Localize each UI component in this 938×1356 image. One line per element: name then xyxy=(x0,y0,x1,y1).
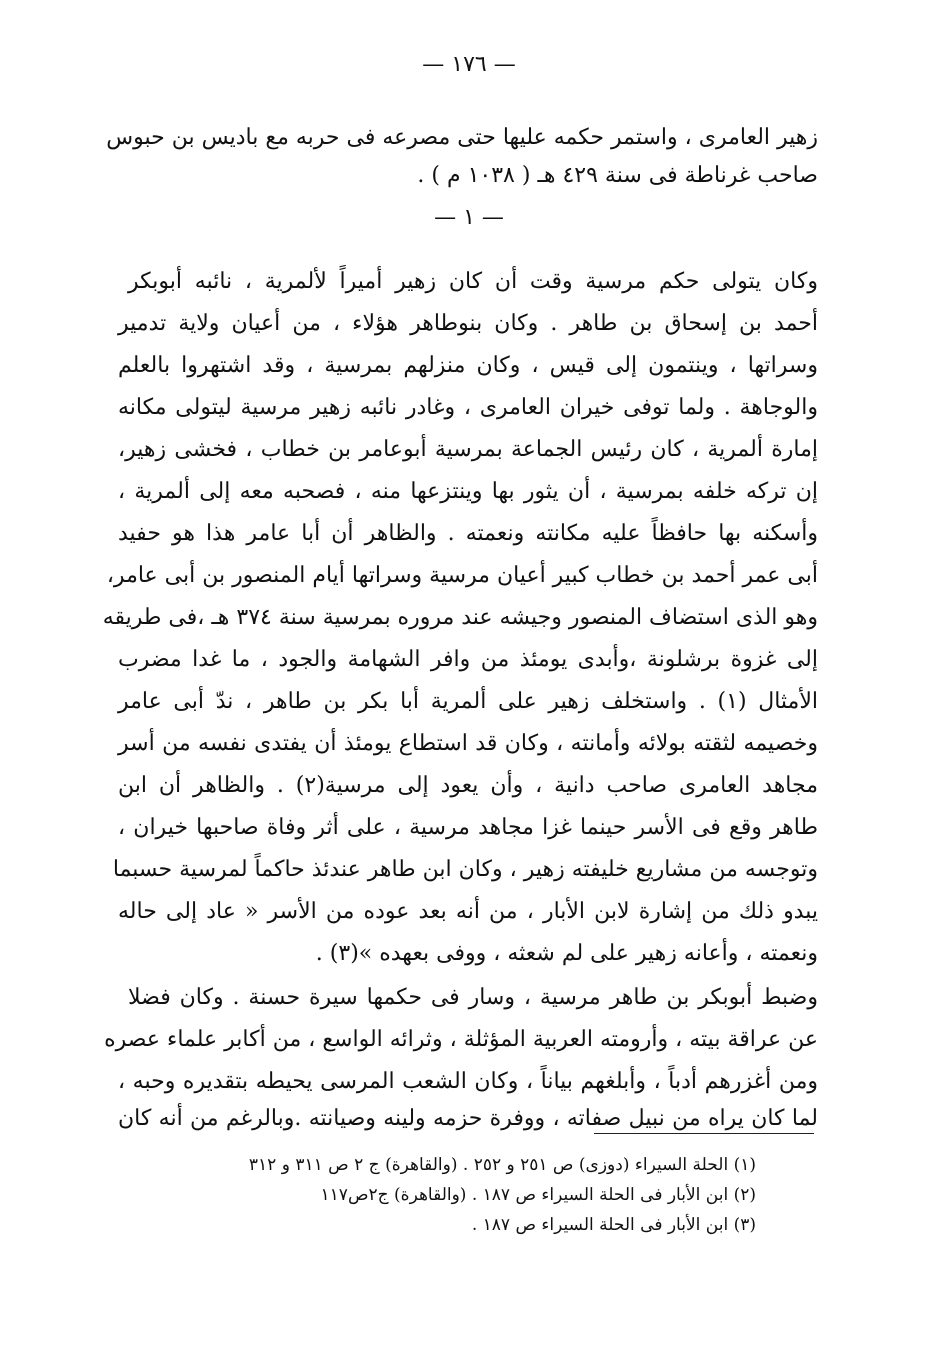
paragraph1-line: طاهر وقع فى الأسر حينما غزا مجاهد مرسية ، على أثر وفاة صاحبها خيران ، xyxy=(118,815,818,840)
paragraph1-line: إلى غزوة برشلونة ،وأبدى يومئذ من وافر الشهامة والجود ، ما غدا مضرب xyxy=(118,647,818,672)
paragraph1-line: وخصيمه لثقته بولائه وأمانته ، وكان قد استطاع يومئذ أن يفتدى نفسه من أسر xyxy=(118,731,818,756)
intro-line: زهير العامرى ، واستمر حكمه عليها حتى مصرعه فى حربه مع باديس بن حبوس xyxy=(106,125,818,150)
paragraph1-line: أبى عمر أحمد بن خطاب كبير أعيان مرسية وسراتها أيام المنصور بن أبى عامر، xyxy=(106,563,818,588)
paragraph1-line: وسراتها ، وينتمون إلى قيس ، وكان منزلهم بمرسية ، وقد اشتهروا بالعلم xyxy=(118,353,818,378)
paragraph1-line: إمارة ألمرية ، كان رئيس الجماعة بمرسية أبوعامر بن خطاب ، فخشى زهير، xyxy=(118,437,818,462)
intro-line: صاحب غرناطة فى سنة ٤٢٩ هـ ( ١٠٣٨ م ) . xyxy=(417,163,818,188)
paragraph1-line: إن تركه خلفه بمرسية ، أن يثور بها وينتزعها منه ، فصحبه معه إلى ألمرية ، xyxy=(118,479,818,504)
paragraph2-line: وضبط أبوبكر بن طاهر مرسية ، وسار فى حكمها سيرة حسنة . وكان فضلا xyxy=(128,985,818,1010)
page-number: — ١٧٦ — xyxy=(422,52,516,77)
paragraph2-line: ومن أغزرهم أدباً ، وأبلغهم بياناً ، وكان الشعب المرسى يحيطه بتقديره وحبه ، xyxy=(118,1069,818,1094)
paragraph2-line: لما كان يراه من نبيل صفاته ، ووفرة حزمه ولينه وصيانته .وبالرغم من أنه كان xyxy=(118,1106,818,1131)
paragraph1-line: وكان يتولى حكم مرسية وقت أن كان زهير أميراً لألمرية ، نائبه أبوبكر xyxy=(128,269,818,294)
paragraph2-line: عن عراقة بيته ، وأرومته العربية المؤثلة ، وثرائه الواسع ، من أكابر علماء عصره xyxy=(104,1027,818,1052)
paragraph1-line: وتوجسه من مشاريع خليفته زهير ، وكان ابن طاهر عندئذ حاكماً لمرسية حسبما xyxy=(112,857,818,882)
paragraph1-line: الأمثال (١) . واستخلف زهير على ألمرية أبا بكر بن طاهر ، ندّ أبى عامر xyxy=(118,689,818,714)
paragraph1-line: وأسكنه بها حافظاً عليه مكانته ونعمته . والظاهر أن أبا عامر هذا هو حفيد xyxy=(118,521,818,546)
footnote-separator xyxy=(594,1133,814,1134)
paragraph1-line: وهو الذى استضاف المنصور وجيشه عند مروره بمرسية سنة ٣٧٤ هـ ،فى طريقه xyxy=(102,605,818,630)
paragraph1-line: يبدو ذلك من إشارة لابن الأبار ، من أنه بعد عوده من الأسر « عاد إلى حاله xyxy=(118,899,818,924)
paragraph1-line: مجاهد العامرى صاحب دانية ، وأن يعود إلى مرسية(٢) . والظاهر أن ابن xyxy=(118,773,819,798)
footnote: (٢) ابن الأبار فى الحلة السيراء ص ١٨٧ . (والقاهرة) ج٢ص١١٧ xyxy=(320,1185,756,1205)
paragraph1-line: والوجاهة . ولما توفى خيران العامرى ، وغادر نائبه زهير مرسية ليتولى مكانه xyxy=(118,395,818,420)
footnote: (١) الحلة السيراء (دوزى) ص ٢٥١ و ٢٥٢ . (والقاهرة) ج ٢ ص ٣١١ و ٣١٢ xyxy=(248,1155,756,1175)
footnote: (٣) ابن الأبار فى الحلة السيراء ص ١٨٧ . xyxy=(471,1215,756,1235)
section-mark: — ١ — xyxy=(434,205,504,230)
paragraph1-line: ونعمته ، وأعانه زهير على لم شعثه ، ووفى بعهده »(٣) . xyxy=(315,941,818,966)
paragraph1-line: أحمد بن إسحاق بن طاهر . وكان بنوطاهر هؤلاء ، من أعيان ولاية تدمير xyxy=(118,311,818,336)
